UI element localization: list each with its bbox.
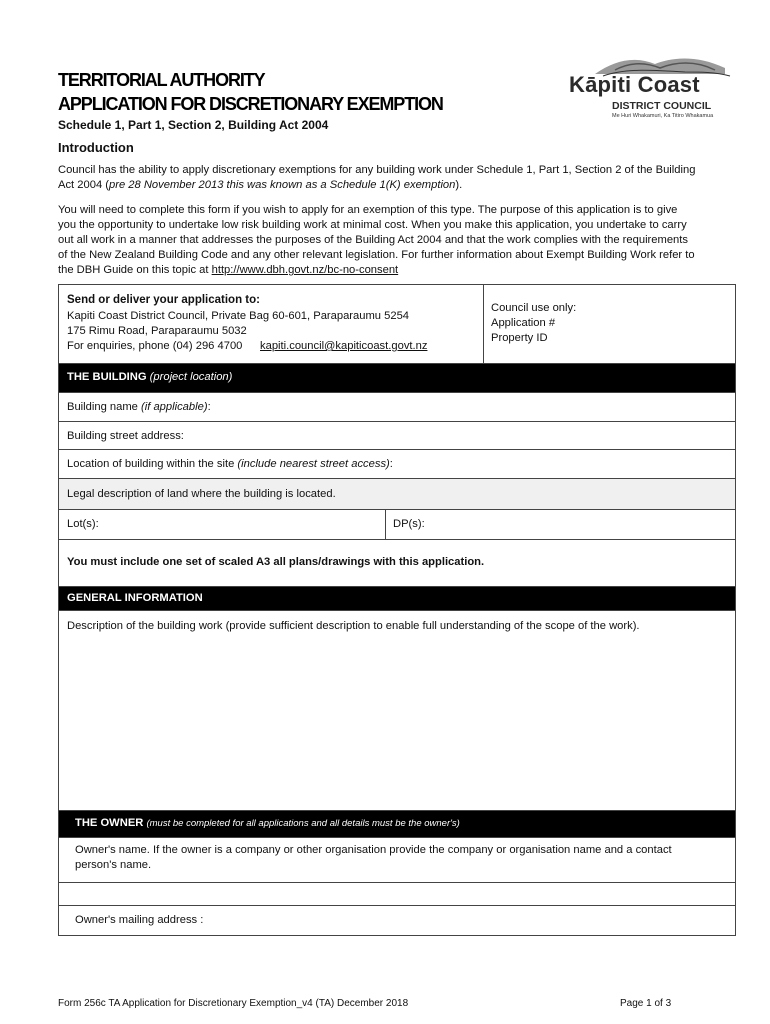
- building-location-note: (include nearest street access): [237, 458, 390, 470]
- footer-form-id: Form 256c TA Application for Discretionary Exemption_v4 (TA) December 2018: [58, 998, 409, 1009]
- owner-section-header: [59, 811, 735, 838]
- form-title-line1: TERRITORIAL AUTHORITY: [58, 70, 265, 90]
- send-address-line2: 175 Rimu Road, Paraparaumu 5032: [67, 325, 247, 337]
- dbh-guide-link[interactable]: http://www.dbh.govt.nz/bc-no-consent: [211, 264, 399, 276]
- lot-dp-row: [59, 510, 735, 540]
- owner-band-title: THE OWNER: [75, 817, 144, 829]
- dp-label: DP(s):: [393, 518, 425, 530]
- building-name-field[interactable]: [59, 393, 735, 422]
- footer-page-number: Page 1 of 3: [620, 998, 672, 1009]
- send-phone: For enquiries, phone (04) 296 4700: [67, 340, 243, 352]
- owner-mailing-address-field[interactable]: [59, 906, 735, 936]
- building-street-label: Building street address:: [67, 430, 184, 442]
- send-heading: Send or deliver your application to:: [67, 294, 260, 306]
- general-band-title: GENERAL INFORMATION: [67, 592, 203, 604]
- send-deliver-box: [59, 285, 484, 363]
- legal-description-label: Legal description of land where the building is located.: [67, 488, 336, 500]
- building-location-field[interactable]: [59, 450, 735, 479]
- owner-mailing-label: Owner's mailing address :: [75, 914, 204, 926]
- legal-description-row: [59, 479, 735, 510]
- building-band-note: (project location): [149, 371, 233, 383]
- building-name-note: (if applicable): [141, 401, 208, 413]
- owner-band-note: (must be completed for all applications and all details must be the owner's): [146, 818, 460, 829]
- application-form: [58, 284, 736, 936]
- building-location-colon: :: [389, 458, 393, 470]
- intro-p1-end: ).: [455, 179, 463, 191]
- intro-paragraph-2: [58, 203, 698, 278]
- owner-name-label-1: Owner's name. If the owner is a company or other organisation provide the company or organisation name and a contact: [75, 844, 672, 856]
- lot-dp-divider: [385, 510, 386, 539]
- intro-p1-text: Council has the ability to apply discretionary exemptions for any building work under Schedule 1, Part 1, Section 2 of the Building Act 2004 (: [58, 164, 696, 191]
- council-use-box: [483, 285, 735, 363]
- intro-p2-text: You will need to complete this form if you wish to apply for an exemption of this type. The purpose of this application is to give you the opportunity to undertake low risk building work at minimal cost. When you make this application, you undertake to carry out all work in a manner that addresses the purposes of the Building Act 2004 and that the work complies with the requirements of the New Zealand Building Code and any other relevant legislation. For further information about Exempt Building Work refer to the DBH Guide on this topic at: [58, 204, 695, 276]
- contact-section: [59, 285, 735, 364]
- council-email-link[interactable]: kapiti.council@kapiticoast.govt.nz: [260, 340, 428, 352]
- building-work-description-field[interactable]: [59, 611, 735, 811]
- owner-name-entry[interactable]: [59, 883, 735, 906]
- building-location-label: Location of building within the site: [67, 458, 238, 470]
- send-address-line1: Kapiti Coast District Council, Private Bag 60-601, Paraparaumu 5254: [67, 310, 410, 322]
- intro-p1-emphasis: pre 28 November 2013 this was known as a Schedule 1(K) exemption: [109, 179, 456, 191]
- form-subtitle: Schedule 1, Part 1, Section 2, Building Act 2004: [58, 118, 329, 132]
- building-name-colon: :: [207, 401, 211, 413]
- building-street-address-field[interactable]: [59, 422, 735, 450]
- owner-name-label-2: person's name.: [75, 859, 152, 871]
- intro-paragraph-1: [58, 163, 698, 193]
- introduction-heading: Introduction: [58, 140, 134, 155]
- logo-tagline: Me Huri Whakamuri, Ka Titiro Whakamua: [612, 113, 714, 119]
- owner-name-field[interactable]: [59, 838, 735, 883]
- kapiti-coast-logo: [565, 50, 735, 130]
- building-name-label: Building name: [67, 401, 142, 413]
- application-number-label: Application #: [491, 317, 556, 329]
- description-label: Description of the building work (provide sufficient description to enable full understanding of the scope of the work).: [67, 620, 640, 632]
- council-use-heading: Council use only:: [491, 302, 577, 314]
- logo-name: Kāpiti Coast: [569, 72, 700, 97]
- plans-note: You must include one set of scaled A3 all plans/drawings with this application.: [67, 556, 485, 568]
- property-id-label: Property ID: [491, 332, 548, 344]
- form-title-line2: APPLICATION FOR DISCRETIONARY EXEMPTION: [58, 94, 443, 114]
- building-band-title: THE BUILDING: [67, 371, 147, 383]
- building-section-header: [59, 364, 735, 393]
- general-information-header: [59, 587, 735, 611]
- plans-note-row: [59, 540, 735, 587]
- lots-label: Lot(s):: [67, 518, 99, 530]
- logo-council: DISTRICT COUNCIL: [612, 100, 712, 112]
